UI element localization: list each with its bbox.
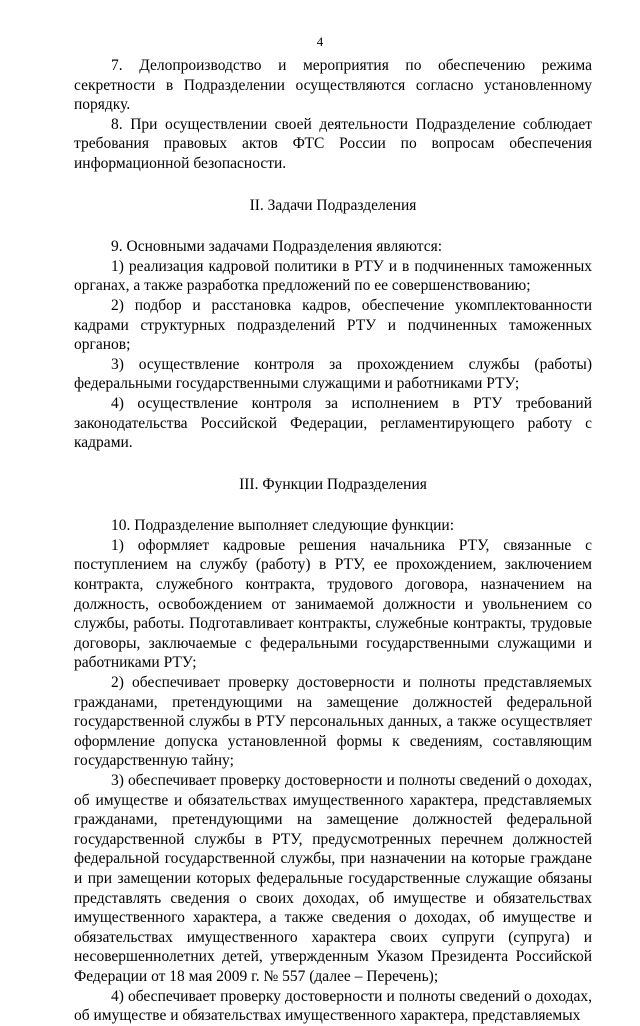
task-item-4: 4) осуществление контроля за исполнением в РТУ требований законодательства Российской Федерации, регламентирующего работу с кадрами.: [74, 394, 592, 452]
paragraph-7: 7. Делопроизводство и мероприятия по обеспечению режима секретности в Подразделении осуществляются согласно установленному порядку.: [74, 57, 592, 114]
task-item-2: 2) подбор и расстановка кадров, обеспечение укомплектованности кадрами структурных подразделений РТУ и подчиненных таможенных органов;: [74, 296, 592, 354]
section-3-heading: III. Функции Подразделения: [239, 475, 427, 493]
document-body: [74, 56, 592, 1026]
paragraph-10-intro: 10. Подразделение выполняет следующие функции:: [111, 517, 455, 535]
paragraph-9-intro: 9. Основными задачами Подразделения являются:: [111, 238, 443, 256]
section-2-heading: II. Задачи Подразделения: [249, 196, 417, 214]
task-item-3: 3) осуществление контроля за прохождением службы (работы) федеральными государственными служащими и работниками РТУ;: [74, 355, 592, 393]
section-3-body: [74, 516, 592, 1025]
function-item-2: 2) обеспечивает проверку достоверности и полноты представляемых гражданами, претендующими на замещение должностей федеральной государственной службы в РТУ персональных данных, а также осуществляет оформление допуска установленной формы к сведениям, составляющим государственную тайну;: [74, 674, 592, 770]
paragraph-8: 8. При осуществлении своей деятельности Подразделение соблюдает требования правовых актов ФТС России по вопросам обеспечения информационной безопасности.: [74, 115, 592, 172]
function-item-4: 4) обеспечивает проверку достоверности и полноты сведений о доходах, об имуществе и обязательствах имущественного характера, представляемых: [74, 987, 592, 1025]
function-item-1: 1) оформляет кадровые решения начальника РТУ, связанные с поступлением на службу (работу) в РТУ, ее прохождением, заключением контракта, служебного контракта, трудового договора, назначением на должность, освобождением от занимаемой должности и увольнением со службы, работы. Подготавливает контракты, служебные контракты, трудовые договоры, заключаемые с федеральными государственными служащими и работниками РТУ;: [74, 536, 592, 672]
page-number: 4: [316, 34, 324, 49]
task-item-1: 1) реализация кадровой политики в РТУ и в подчиненных таможенных органах, а также разработка предложений по ее совершенствованию;: [74, 257, 592, 295]
section-2-body: [74, 237, 592, 453]
function-item-3: 3) обеспечивает проверку достоверности и полноты сведений о доходах, об имуществе и обязательствах имущественного характера, представляемых гражданами, претендующими на замещение должностей федеральной государственной службы в РТУ, предусмотренных перечнем должностей федеральной государственной службы, при назначении на которые граждане и при замещении которых федеральные государственные служащие обязаны представлять сведения о своих доходах, об имуществе и обязательствах имущественного характера, а также сведения о доходах, об имуществе и обязательствах имущественного характера своих супруги (супруга) и несовершеннолетних детей, утвержденным Указом Президента Российской Федерации от 18 мая 2009 г. № 557 (далее – Перечень);: [74, 772, 592, 985]
